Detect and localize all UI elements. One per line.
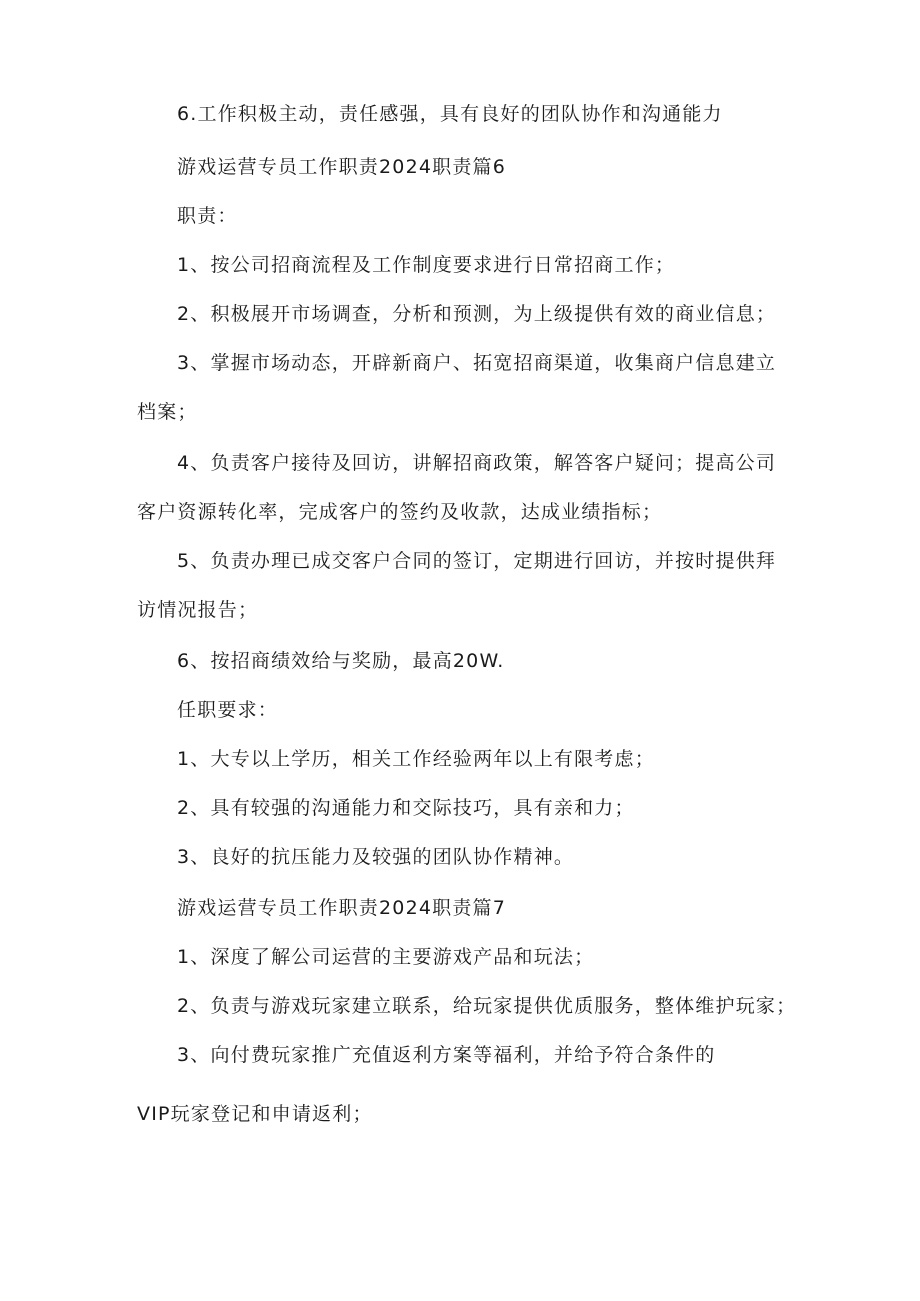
subheading-duties: 职责： xyxy=(177,205,238,227)
paragraph-line: 3、掌握市场动态，开辟新商户、拓宽招商渠道，收集商户信息建立 xyxy=(177,352,777,374)
paragraph-line: 3、向付费玩家推广充值返利方案等福利，并给予符合条件的 xyxy=(177,1044,716,1066)
paragraph-line: 3、良好的抗压能力及较强的团队协作精神。 xyxy=(177,846,575,868)
section-heading: 游戏运营专员工作职责2024职责篇6 xyxy=(177,156,507,178)
paragraph-line: 5、负责办理已成交客户合同的签订，定期进行回访，并按时提供拜 xyxy=(177,550,777,572)
section-heading: 游戏运营专员工作职责2024职责篇7 xyxy=(177,897,507,919)
paragraph-line: 6.工作积极主动，责任感强，具有良好的团队协作和沟通能力 xyxy=(177,103,723,125)
paragraph-line: 访情况报告； xyxy=(137,599,259,621)
paragraph-line: VIP玩家登记和申请返利； xyxy=(137,1103,373,1125)
paragraph-line: 客户资源转化率，完成客户的签约及收款，达成业绩指标； xyxy=(137,501,663,523)
paragraph-line: 1、大专以上学历，相关工作经验两年以上有限考虑； xyxy=(177,748,655,770)
paragraph-line: 6、按招商绩效给与奖励，最高20W. xyxy=(177,650,505,672)
paragraph-line: 1、按公司招商流程及工作制度要求进行日常招商工作； xyxy=(177,254,676,276)
paragraph-line: 档案； xyxy=(137,401,198,423)
paragraph-line: 2、负责与游戏玩家建立联系，给玩家提供优质服务，整体维护玩家； xyxy=(177,995,797,1017)
paragraph-line: 1、深度了解公司运营的主要游戏产品和玩法； xyxy=(177,946,595,968)
subheading-requirements: 任职要求： xyxy=(177,699,279,721)
paragraph-line: 2、具有较强的沟通能力和交际技巧，具有亲和力； xyxy=(177,797,635,819)
paragraph-line: 2、积极展开市场调查，分析和预测，为上级提供有效的商业信息； xyxy=(177,303,777,325)
paragraph-line: 4、负责客户接待及回访，讲解招商政策，解答客户疑问；提高公司 xyxy=(177,452,777,474)
